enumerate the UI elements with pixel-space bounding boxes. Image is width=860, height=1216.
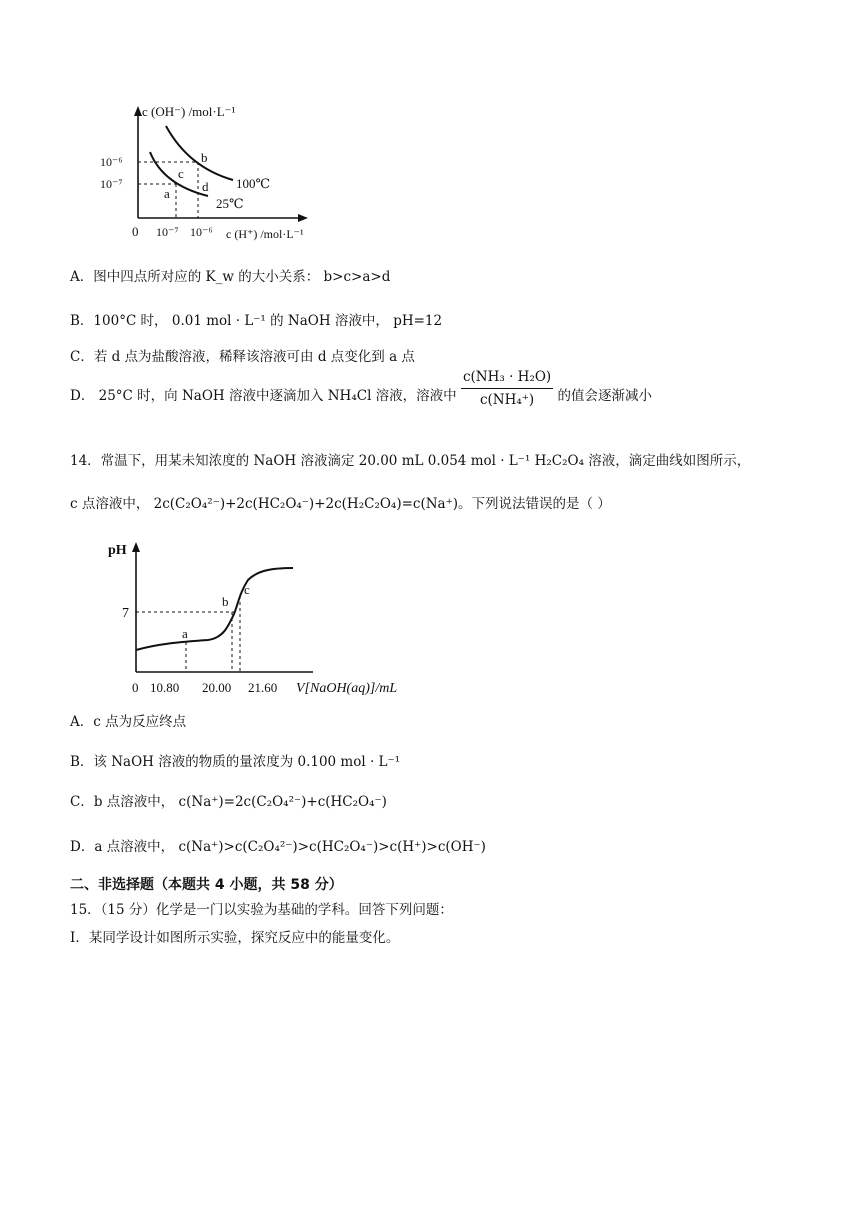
x-tick-0: 0	[132, 680, 139, 695]
y-tick-1e-7: 10⁻⁷	[100, 177, 123, 191]
curve-100c-label: 100℃	[236, 176, 271, 191]
section-heading: 二、非选择题（本题共 4 小题，共 58 分）	[70, 877, 343, 893]
point-a-label: a	[182, 626, 188, 641]
x-tick-20-00: 20.00	[202, 680, 232, 695]
kw-graph	[98, 100, 338, 246]
ratio-fraction	[461, 367, 553, 410]
q13-option-d-prefix: D． 25°C 时，向 NaOH 溶液中逐滴加入 NH₄Cl 溶液，溶液中	[70, 388, 457, 404]
q14-option-d: D．a 点溶液中， c(Na⁺)>c(C₂O₄²⁻)>c(HC₂O₄⁻)>c(H⁺)>c(OH⁻)	[70, 839, 486, 855]
x-axis-label: V[NaOH(aq)]/mL	[296, 681, 398, 696]
origin-label: 0	[132, 224, 139, 239]
ratio-numerator: c(NH₃ · H₂O)	[461, 367, 553, 389]
q14-option-a: A．c 点为反应终点	[70, 714, 187, 730]
q13-option-c: C．若 d 点为盐酸溶液，稀释该溶液可由 d 点变化到 a 点	[70, 349, 415, 365]
q13-option-d	[70, 369, 652, 410]
x-tick-21-60: 21.60	[248, 680, 278, 695]
titration-curve	[136, 568, 293, 650]
y-axis-label: pH	[108, 543, 127, 558]
q13-option-b: B．100°C 时， 0.01 mol · L⁻¹ 的 NaOH 溶液中， pH=12	[70, 313, 443, 329]
q13-option-d-suffix: 的值会逐渐减小	[557, 388, 652, 404]
titration-graph	[98, 532, 438, 700]
q14-option-c: C．b 点溶液中， c(Na⁺)=2c(C₂O₄²⁻)+c(HC₂O₄⁻)	[70, 794, 387, 810]
x-tick-10-80: 10.80	[150, 680, 180, 695]
q15-part1: I．某同学设计如图所示实验，探究反应中的能量变化。	[70, 930, 400, 946]
point-b-label: b	[222, 594, 229, 609]
q14-option-b: B．该 NaOH 溶液的物质的量浓度为 0.100 mol · L⁻¹	[70, 754, 401, 770]
q14-stem-line2: c 点溶液中， 2c(C₂O₄²⁻)+2c(HC₂O₄⁻)+2c(H₂C₂O₄)=c(Na⁺)。下列说法错误的是（ ）	[70, 496, 611, 512]
q13-option-a: A．图中四点所对应的 K_w 的大小关系： b>c>a>d	[70, 269, 391, 285]
q14-stem-line1: 14．常温下，用某未知浓度的 NaOH 溶液滴定 20.00 mL 0.054 mol · L⁻¹ H₂C₂O₄ 溶液，滴定曲线如图所示，	[70, 453, 751, 469]
ratio-denominator: c(NH₄⁺)	[479, 392, 535, 408]
y-axis-label: c (OH⁻) /mol·L⁻¹	[142, 104, 236, 119]
point-a-label: a	[164, 186, 170, 201]
point-b-label: b	[201, 150, 208, 165]
x-tick-1e-6: 10⁻⁶	[190, 225, 213, 239]
x-axis-label: c (H⁺) /mol·L⁻¹	[226, 227, 304, 241]
curve-100c	[166, 126, 233, 180]
y-tick-7: 7	[122, 606, 129, 621]
x-tick-1e-7: 10⁻⁷	[156, 225, 179, 239]
y-tick-1e-6: 10⁻⁶	[100, 155, 123, 169]
q15-stem: 15．（15 分）化学是一门以实验为基础的学科。回答下列问题：	[70, 902, 453, 918]
point-c-label: c	[244, 582, 250, 597]
point-d-label: d	[202, 179, 209, 194]
curve-25c-label: 25℃	[216, 196, 244, 211]
point-c-label: c	[178, 166, 184, 181]
